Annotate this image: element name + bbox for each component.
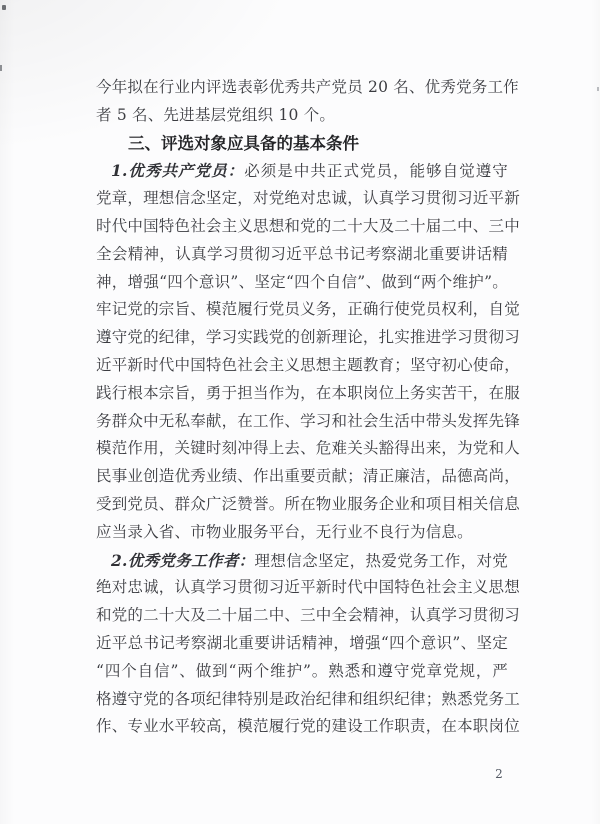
text-line [96,547,508,575]
text-line: 应当录入省、市物业服务平台，无行业不良行为信息。 [96,522,473,541]
text-line: “四个自信”、做到“两个维护”。熟悉和遵守党章党规，严 [96,661,508,680]
scan-speck [2,5,6,10]
text-line: 全会精神，认真学习贯彻习近平总书记考察湖北重要讲话精 [96,244,508,263]
text-line: 近平总书记考察湖北重要讲话精神，增强“四个意识”、坚定 [96,633,508,652]
text-line: 模范作用，关键时刻冲得上去、危难关头豁得出来，为党和人 [96,439,520,458]
text-run: 理想信念坚定，热爱党务工作，对党 [254,551,509,570]
text-line: 作、专业水平较高，模范履行党的建设工作职责，在本职岗位 [96,717,520,736]
text-line: 今年拟在行业内评选表彰优秀共产党员 20 名、优秀党务工作 [96,78,519,96]
text-line: 遵守党的纪律，学习实践党的创新理论，扎实推进学习贯彻习 [96,328,520,347]
text-line: 格遵守党的各项纪律特别是政治纪律和组织纪律；熟悉党务工 [96,689,520,708]
text-line: 受到党员、群众广泛赞誉。所在物业服务企业和项目相关信息 [96,494,520,513]
text-line: 近平新时代中国特色社会主义思想主题教育；坚守初心使命， [96,355,520,374]
text-line: 务群众中无私奉献，在工作、学习和社会生活中带头发挥先锋 [96,411,520,430]
text-line: 时代中国特色社会主义思想和党的二十大及二十届二中、三中 [96,216,520,235]
item2-lead-label: 2.优秀党务工作者： [111,550,255,570]
text-line: 践行根本宗旨，勇于担当作为，在本职岗位上务实苦干，在服 [96,383,520,402]
text-line: 绝对忠诚，认真学习贯彻习近平新时代中国特色社会主义思想 [96,578,520,597]
text-line [96,157,508,185]
scan-speck [597,87,599,91]
section-heading: 三、评选对象应具备的基本条件 [128,133,359,153]
document-body [96,74,520,741]
page-number: 2 [495,767,503,781]
text-line: 党章，理想信念坚定，对党绝对忠诚，认真学习贯彻习近平新 [96,189,520,208]
text-line: 牢记党的宗旨、模范履行党员义务，正确行使党员权利，自觉 [96,300,520,319]
text-line: 和党的二十大及二十届二中、三中全会精神，认真学习贯彻习 [96,606,520,625]
text-run: 必须是中共正式党员，能够自觉遵守 [244,162,508,181]
text-line: 民事业创造优秀业绩、作出重要贡献；清正廉洁，品德高尚， [96,467,520,486]
scan-speck [0,65,2,71]
item1-lead-label: 1.优秀共产党员： [111,161,245,181]
text-line: 者 5 名、先进基层党组织 10 个。 [96,105,336,124]
text-line: 神，增强“四个意识”、坚定“四个自信”、做到“两个维护”。 [96,272,508,291]
